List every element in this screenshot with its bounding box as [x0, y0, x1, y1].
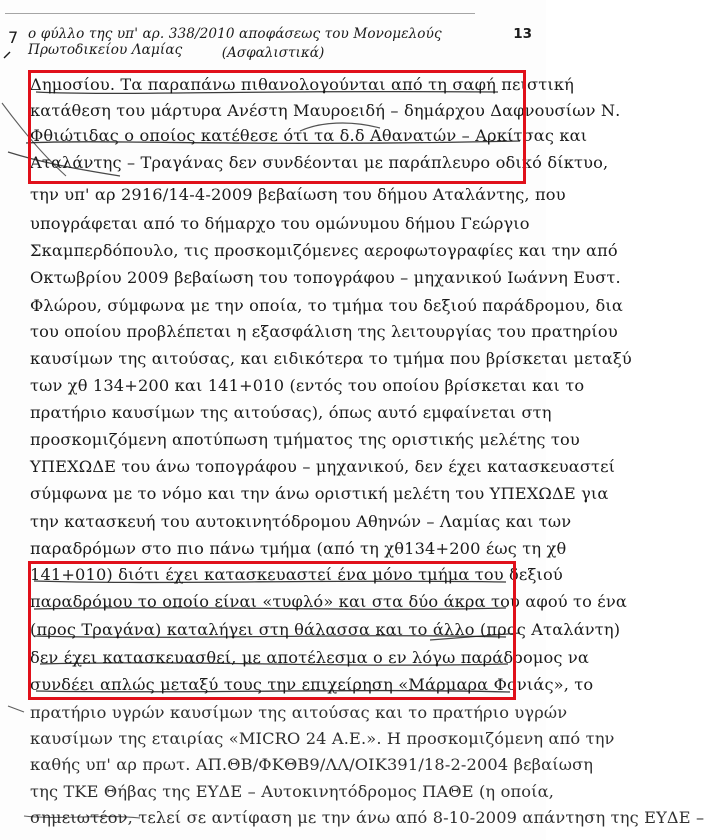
- text-line-11: καυσίμων της αιτούσας, και ειδικότερα το τμήμα που βρίσκεται μεταξύ: [30, 349, 632, 368]
- text-line-17: την κατασκευή του αυτοκινητόδρομου Αθηνών – Λαμίας και των: [30, 512, 572, 531]
- text-line-5: την υπ' αρ 2916/14-4-2009 βεβαίωση του δήμου Αταλάντης, που: [30, 185, 566, 204]
- header-title: ο φύλλο της υπ' αρ. 338/2010 αποφάσεως του Μονομελούς Πρωτοδικείου Λαμίας: [28, 26, 442, 58]
- header-sheet-number: 7: [8, 28, 19, 47]
- text-line-15: ΥΠΕΧΩΔΕ του άνω τοπογράφου – μηχανικού, δεν έχει κατασκευαστεί: [30, 457, 616, 476]
- text-line-26: καθής υπ' αρ πρωτ. ΑΠ.ΘΒ/ΦΚΘΒ9/ΛΛ/ΟΙΚ391/18-2-2004 βεβαίωση: [30, 755, 594, 774]
- text-line-27: της ΤΚΕ Θήβας της ΕΥΔΕ – Αυτοκινητόδρομος ΠΑΘΕ (η οποία,: [30, 782, 555, 801]
- text-line-2: κατάθεση του μάρτυρα Ανέστη Μαυροειδή – δημάρχου Δαφνουσίων Ν.: [30, 101, 621, 120]
- text-line-28: σημειωτέον, τελεί σε αντίφαση με την άνω από 8-10-2009 απάντηση της ΕΥΔΕ –: [30, 808, 704, 827]
- text-line-16: σύμφωνα με το νόμο και την άνω οριστική μελέτη του ΥΠΕΧΩΔΕ για: [30, 484, 609, 503]
- text-line-7: Σκαμπερδόπουλο, τις προσκομιζόμενες αεροφωτογραφίες και την από: [30, 241, 618, 260]
- page-number: 13: [513, 26, 532, 42]
- text-line-21: (προς Τραγάνα) καταλήγει στη θάλασσα και το άλλο (προς Αταλάντη): [30, 620, 621, 639]
- text-line-4: Αταλάντης – Τραγάνας δεν συνδέονται με παράπλευρο οδικό δίκτυο,: [30, 153, 609, 172]
- text-line-14: προσκομιζόμενη αποτύπωση τμήματος της οριστικής μελέτης του: [30, 430, 580, 449]
- text-line-8: Οκτωβρίου 2009 βεβαίωση του τοπογράφου – μηχανικού Ιωάννη Ευστ.: [30, 268, 621, 287]
- text-line-9: Φλώρου, σύμφωνα με την οποία, το τμήμα του δεξιού παράδρομου, δια: [30, 296, 624, 315]
- text-line-10: του οποίου προβλέπεται η εξασφάλιση της λειτουργίας του πρατηρίου: [30, 322, 618, 341]
- text-line-24: πρατήριο υγρών καυσίμων της αιτούσας και το πρατήριο υγρών: [30, 703, 568, 722]
- text-line-20: παραδρόμου το οποίο είναι «τυφλό» και στα δύο άκρα του αφού το ένα: [30, 592, 627, 611]
- text-line-23: συνδέει απλώς μεταξύ τους την επιχείρηση «Μάρμαρα Φονιάς», το: [30, 675, 594, 694]
- text-line-3: Φθιώτιδας ο οποίος κατέθεσε ότι τα δ.δ Αθανατών – Αρκίτσας και: [30, 126, 588, 145]
- text-line-18: παραδρόμων στο πιο πάνω τμήμα (από τη χθ134+200 έως τη χθ: [30, 539, 567, 558]
- text-line-1: Δημοσίου. Τα παραπάνω πιθανολογούνται από τη σαφή πειστική: [30, 75, 574, 94]
- text-line-22: δεν έχει κατασκευασθεί, με αποτέλεσμα ο εν λόγω παράδρομος να: [30, 648, 589, 667]
- header-subtitle: (Ασφαλιστικά): [221, 45, 325, 61]
- text-line-25: καυσίμων της εταιρίας «MICRO 24 Α.Ε.». Η προσκομιζόμενη από την: [30, 729, 615, 748]
- text-line-12: των χθ 134+200 και 141+010 (εντός του οποίου βρίσκεται και το: [30, 376, 585, 395]
- text-line-19: 141+010) διότι έχει κατασκευαστεί ένα μόνο τμήμα του δεξιού: [30, 565, 563, 584]
- text-line-6: υπογράφεται από το δήμαρχο του ομώνυμου δήμου Γεώργιο: [30, 214, 530, 233]
- text-line-13: πρατήριο καυσίμων της αιτούσας), όπως αυτό εμφαίνεται στη: [30, 403, 552, 422]
